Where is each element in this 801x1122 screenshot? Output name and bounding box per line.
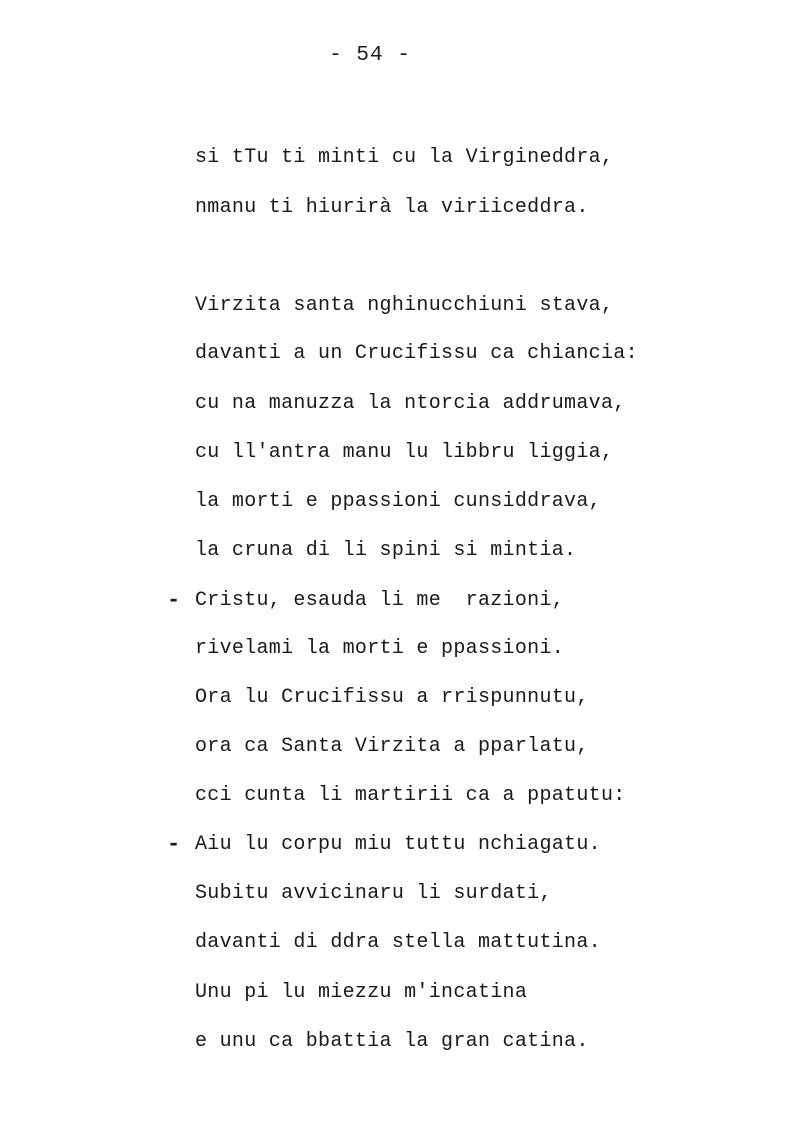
verse-line: Unu pi lu miezzu m'incatina — [195, 981, 528, 1004]
verse-line: cci cunta li martirii ca a ppatutu: — [195, 784, 626, 807]
verse-line: davanti di ddra stella mattutina. — [195, 931, 601, 954]
verse-line: Ora lu Crucifissu a rrispunnutu, — [195, 686, 589, 709]
verse-line: rivelami la morti e ppassioni. — [195, 637, 565, 660]
dialogue-dash: - — [167, 588, 181, 613]
verse-line: Aiu lu corpu miu tuttu nchiagatu. — [195, 833, 601, 856]
verse-line: nmanu ti hiurirà la viriiceddra. — [195, 196, 589, 219]
verse-line: cu na manuzza la ntorcia addrumava, — [195, 392, 626, 415]
verse-line: la morti e ppassioni cunsiddrava, — [195, 490, 601, 513]
verse-line: ora ca Santa Virzita a pparlatu, — [195, 735, 589, 758]
verse-line: e unu ca bbattia la gran catina. — [195, 1030, 589, 1053]
verse-line: davanti a un Crucifissu ca chiancia: — [195, 342, 638, 365]
page-number: - 54 - — [329, 44, 411, 67]
dialogue-dash: - — [167, 832, 181, 857]
verse-line: Virzita santa nghinucchiuni stava, — [195, 294, 614, 317]
verse-line: cu ll'antra manu lu libbru liggia, — [195, 441, 614, 464]
verse-line: si tTu ti minti cu la Virgineddra, — [195, 146, 614, 169]
verse-line: la cruna di li spini si mintia. — [195, 539, 577, 562]
verse-line: Cristu, esauda li me razioni, — [195, 589, 565, 612]
verse-line: Subitu avvicinaru li surdati, — [195, 882, 552, 905]
